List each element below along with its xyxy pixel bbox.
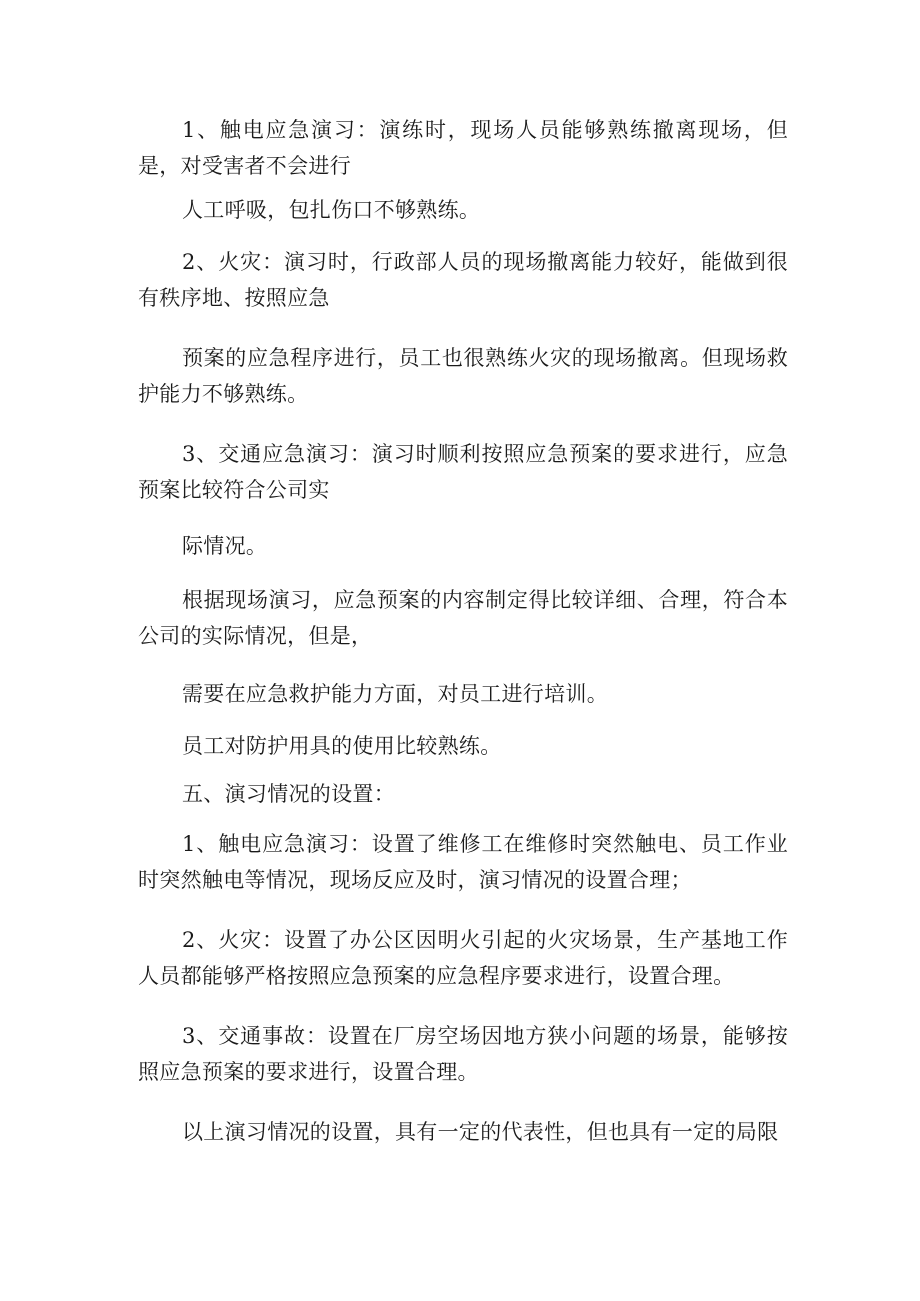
paragraph-3: 2、火灾：演习时，行政部人员的现场撤离能力较好，能做到很有秩序地、按照应急 [138, 250, 788, 310]
paragraph-11: 2、火灾：设置了办公区因明火引起的火灾场景，生产基地工作人员都能够严格按照应急预案的应急程序要求进行，设置合理。 [138, 928, 788, 988]
paragraph-4: 预案的应急程序进行，员工也很熟练火灾的现场撤离。但现场救护能力不够熟练。 [138, 346, 788, 406]
paragraph-2: 人工呼吸，包扎伤口不够熟练。 [182, 198, 481, 222]
paragraph-5: 3、交通应急演习：演习时顺利按照应急预案的要求进行，应急预案比较符合公司实 [138, 442, 788, 502]
paragraph-7: 根据现场演习，应急预案的内容制定得比较详细、合理，符合本公司的实际情况，但是， [138, 588, 788, 648]
section-heading: 五、演习情况的设置： [182, 782, 395, 806]
paragraph-8: 需要在应急救护能力方面，对员工进行培训。 [182, 682, 608, 706]
paragraph-6: 际情况。 [182, 534, 268, 558]
paragraph-9: 员工对防护用具的使用比较熟练。 [182, 734, 502, 758]
paragraph-12: 3、交通事故：设置在厂房空场因地方狭小问题的场景，能够按照应急预案的要求进行，设置合理。 [138, 1024, 788, 1084]
paragraph-13: 以上演习情况的设置，具有一定的代表性，但也具有一定的局限 [182, 1120, 779, 1144]
paragraph-10: 1、触电应急演习：设置了维修工在维修时突然触电、员工作业时突然触电等情况，现场反应及时，演习情况的设置合理； [138, 832, 788, 892]
paragraph-1: 1、触电应急演习：演练时，现场人员能够熟练撤离现场，但是，对受害者不会进行 [138, 118, 788, 178]
